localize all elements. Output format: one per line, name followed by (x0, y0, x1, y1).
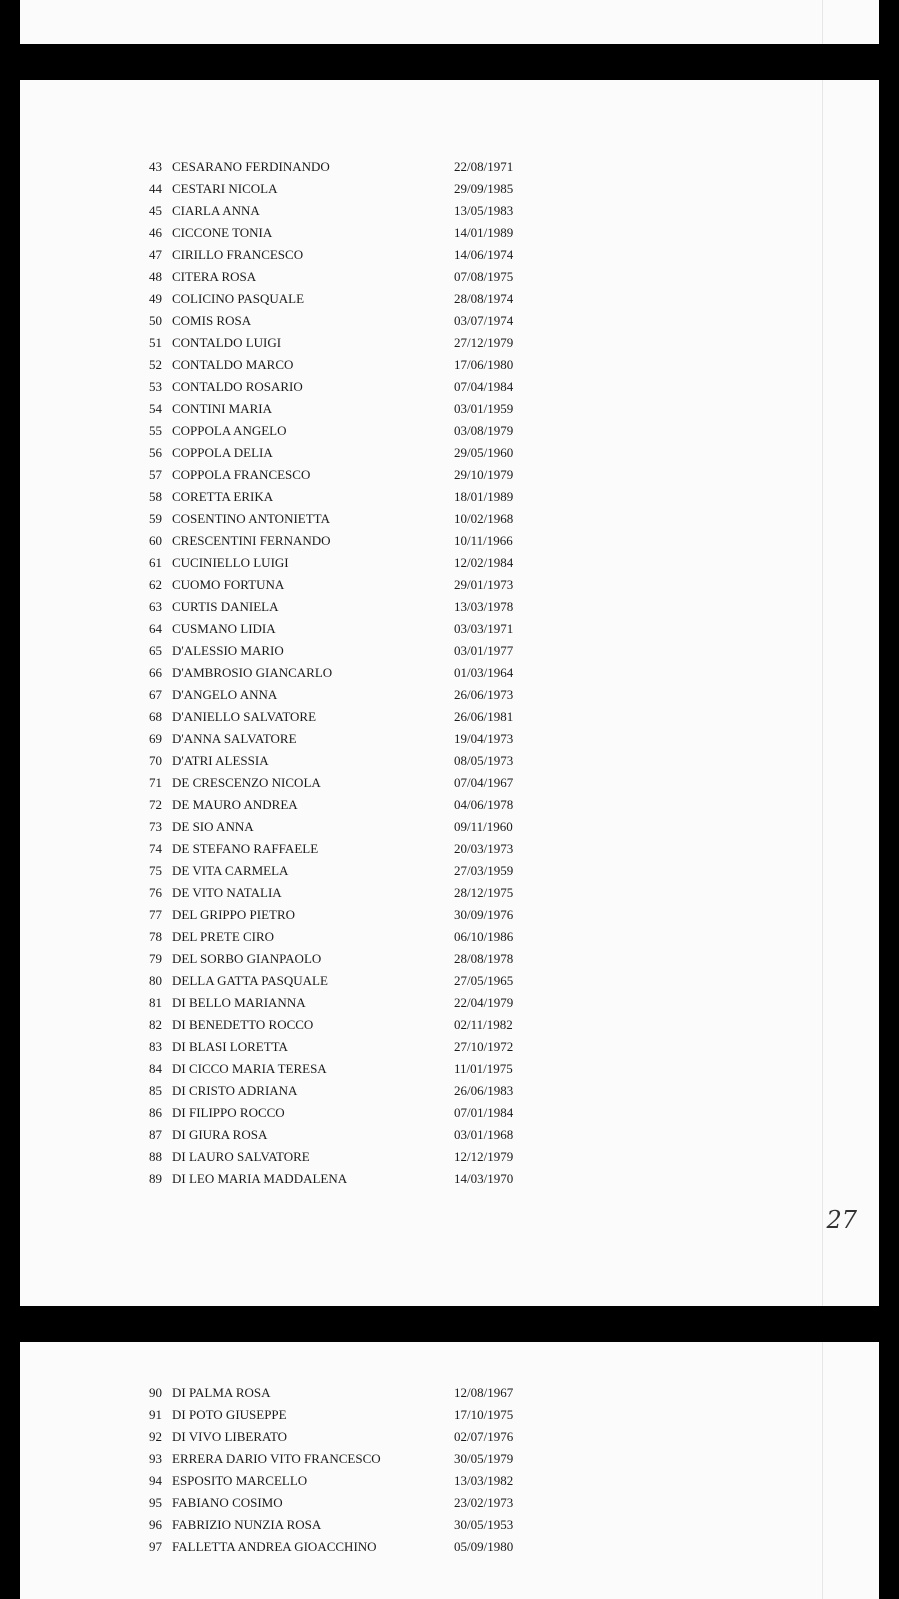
birth-date: 12/02/1984 (454, 555, 514, 570)
list-item (149, 970, 549, 992)
row-number: 75 (149, 863, 162, 878)
list-item (149, 574, 549, 596)
row-number: 69 (149, 731, 162, 746)
birth-date: 17/06/1980 (454, 357, 514, 372)
list-item (149, 794, 549, 816)
list-item (149, 772, 549, 794)
birth-date: 29/10/1979 (454, 467, 514, 482)
person-name: DI CICCO MARIA TERESA (172, 1061, 327, 1076)
row-number: 96 (149, 1517, 162, 1532)
birth-date: 12/08/1967 (454, 1385, 514, 1400)
person-name: CURTIS DANIELA (172, 599, 279, 614)
row-number: 43 (149, 159, 162, 174)
person-name: CESTARI NICOLA (172, 181, 278, 196)
list-item (149, 398, 549, 420)
person-name: CONTALDO MARCO (172, 357, 294, 372)
row-number: 64 (149, 621, 162, 636)
person-name: CICCONE TONIA (172, 225, 273, 240)
list-item (149, 596, 549, 618)
person-name: DI POTO GIUSEPPE (172, 1407, 287, 1422)
row-number: 71 (149, 775, 162, 790)
birth-date: 07/04/1984 (454, 379, 514, 394)
birth-date: 14/01/1989 (454, 225, 514, 240)
row-number: 62 (149, 577, 162, 592)
row-number: 85 (149, 1083, 162, 1098)
row-number: 76 (149, 885, 162, 900)
list-item (149, 420, 549, 442)
person-name: FABRIZIO NUNZIA ROSA (172, 1517, 322, 1532)
row-number: 89 (149, 1171, 162, 1186)
row-number: 77 (149, 907, 162, 922)
row-number: 68 (149, 709, 162, 724)
birth-date: 03/07/1974 (454, 313, 514, 328)
birth-date: 30/05/1979 (454, 1451, 514, 1466)
person-name: COPPOLA ANGELO (172, 423, 287, 438)
row-number: 45 (149, 203, 162, 218)
birth-date: 05/09/1980 (454, 1539, 514, 1554)
person-name: DI BELLO MARIANNA (172, 995, 306, 1010)
birth-date: 28/12/1975 (454, 885, 514, 900)
list-item (149, 860, 549, 882)
person-name: DI BENEDETTO ROCCO (172, 1017, 314, 1032)
birth-date: 06/10/1986 (454, 929, 514, 944)
person-name: COLICINO PASQUALE (172, 291, 305, 306)
person-name: CESARANO FERDINANDO (172, 159, 330, 174)
birth-date: 07/08/1975 (454, 269, 514, 284)
person-name: DE SIO ANNA (172, 819, 254, 834)
birth-date: 03/03/1971 (454, 621, 514, 636)
person-name: DI LAURO SALVATORE (172, 1149, 310, 1164)
person-name: CIARLA ANNA (172, 203, 260, 218)
birth-date: 28/08/1978 (454, 951, 514, 966)
person-name: DE VITA CARMELA (172, 863, 289, 878)
birth-date: 12/12/1979 (454, 1149, 514, 1164)
row-number: 44 (149, 181, 162, 196)
birth-date: 03/01/1968 (454, 1127, 514, 1142)
list-item (149, 1448, 549, 1470)
list-item (149, 552, 549, 574)
list-item (149, 1014, 549, 1036)
list-item (149, 926, 549, 948)
row-number: 58 (149, 489, 162, 504)
row-number: 65 (149, 643, 162, 658)
row-number: 74 (149, 841, 162, 856)
row-number: 57 (149, 467, 162, 482)
birth-date: 27/05/1965 (454, 973, 514, 988)
birth-date: 13/05/1983 (454, 203, 514, 218)
birth-date: 04/06/1978 (454, 797, 514, 812)
person-name: CUOMO FORTUNA (172, 577, 285, 592)
person-name: DE CRESCENZO NICOLA (172, 775, 321, 790)
person-name: DELLA GATTA PASQUALE (172, 973, 328, 988)
person-name: DE MAURO ANDREA (172, 797, 298, 812)
list-item (149, 662, 549, 684)
list-item (149, 640, 549, 662)
birth-date: 28/08/1974 (454, 291, 514, 306)
birth-date: 02/07/1976 (454, 1429, 514, 1444)
list-item (149, 156, 549, 178)
birth-date: 02/11/1982 (454, 1017, 513, 1032)
person-name: COPPOLA DELIA (172, 445, 273, 460)
list-item (149, 706, 549, 728)
document-page-next (20, 1342, 879, 1599)
list-item (149, 1124, 549, 1146)
birth-date: 30/09/1976 (454, 907, 514, 922)
birth-date: 26/06/1983 (454, 1083, 514, 1098)
person-name: CORETTA ERIKA (172, 489, 274, 504)
row-number: 60 (149, 533, 162, 548)
list-item (149, 948, 549, 970)
person-name: DI BLASI LORETTA (172, 1039, 288, 1054)
person-name: CUSMANO LIDIA (172, 621, 276, 636)
person-name: CONTALDO LUIGI (172, 335, 282, 350)
list-item (149, 1492, 549, 1514)
row-number: 95 (149, 1495, 162, 1510)
list-item (149, 464, 549, 486)
list-item (149, 508, 549, 530)
birth-date: 29/05/1960 (454, 445, 514, 460)
row-number: 90 (149, 1385, 162, 1400)
row-number: 87 (149, 1127, 162, 1142)
name-list-continued (149, 1382, 549, 1558)
row-number: 78 (149, 929, 162, 944)
row-number: 53 (149, 379, 162, 394)
birth-date: 14/06/1974 (454, 247, 514, 262)
person-name: DEL SORBO GIANPAOLO (172, 951, 322, 966)
person-name: D'ANNA SALVATORE (172, 731, 297, 746)
list-item (149, 1382, 549, 1404)
list-item (149, 310, 549, 332)
row-number: 47 (149, 247, 162, 262)
list-item (149, 816, 549, 838)
birth-date: 11/01/1975 (454, 1061, 513, 1076)
birth-date: 07/04/1967 (454, 775, 514, 790)
row-number: 56 (149, 445, 162, 460)
birth-date: 29/09/1985 (454, 181, 514, 196)
person-name: CONTALDO ROSARIO (172, 379, 303, 394)
birth-date: 22/04/1979 (454, 995, 514, 1010)
list-item (149, 222, 549, 244)
person-name: D'ALESSIO MARIO (172, 643, 284, 658)
list-item (149, 1102, 549, 1124)
person-name: DE VITO NATALIA (172, 885, 282, 900)
row-number: 63 (149, 599, 162, 614)
birth-date: 13/03/1978 (454, 599, 514, 614)
birth-date: 08/05/1973 (454, 753, 514, 768)
document-page-27 (20, 80, 879, 1306)
list-item (149, 486, 549, 508)
person-name: DE STEFANO RAFFAELE (172, 841, 319, 856)
list-item (149, 178, 549, 200)
row-number: 49 (149, 291, 162, 306)
birth-date: 10/11/1966 (454, 533, 513, 548)
birth-date: 22/08/1971 (454, 159, 514, 174)
person-name: CITERA ROSA (172, 269, 257, 284)
person-name: DEL GRIPPO PIETRO (172, 907, 296, 922)
list-item (149, 1080, 549, 1102)
row-number: 80 (149, 973, 162, 988)
person-name: FABIANO COSIMO (172, 1495, 283, 1510)
birth-date: 10/02/1968 (454, 511, 514, 526)
list-item (149, 1146, 549, 1168)
row-number: 61 (149, 555, 162, 570)
list-item (149, 376, 549, 398)
list-item (149, 1168, 549, 1190)
birth-date: 27/03/1959 (454, 863, 514, 878)
row-number: 81 (149, 995, 162, 1010)
list-item (149, 1404, 549, 1426)
row-number: 50 (149, 313, 162, 328)
row-number: 97 (149, 1539, 162, 1554)
handwritten-page-number: 27 (826, 1206, 857, 1234)
person-name: CIRILLO FRANCESCO (172, 247, 304, 262)
birth-date: 29/01/1973 (454, 577, 514, 592)
list-item (149, 904, 549, 926)
row-number: 92 (149, 1429, 162, 1444)
row-number: 66 (149, 665, 162, 680)
list-item (149, 882, 549, 904)
list-item (149, 332, 549, 354)
person-name: DI PALMA ROSA (172, 1385, 271, 1400)
birth-date: 27/10/1972 (454, 1039, 514, 1054)
person-name: D'ANGELO ANNA (172, 687, 278, 702)
row-number: 83 (149, 1039, 162, 1054)
list-item (149, 750, 549, 772)
birth-date: 17/10/1975 (454, 1407, 514, 1422)
birth-date: 13/03/1982 (454, 1473, 514, 1488)
list-item (149, 992, 549, 1014)
row-number: 59 (149, 511, 162, 526)
birth-date: 03/08/1979 (454, 423, 514, 438)
list-item (149, 1536, 549, 1558)
person-name: COSENTINO ANTONIETTA (172, 511, 330, 526)
row-number: 79 (149, 951, 162, 966)
row-number: 48 (149, 269, 162, 284)
row-number: 93 (149, 1451, 162, 1466)
row-number: 94 (149, 1473, 162, 1488)
birth-date: 03/01/1959 (454, 401, 514, 416)
birth-date: 20/03/1973 (454, 841, 514, 856)
person-name: COMIS ROSA (172, 313, 252, 328)
birth-date: 26/06/1981 (454, 709, 514, 724)
person-name: DI LEO MARIA MADDALENA (172, 1171, 348, 1186)
person-name: FALLETTA ANDREA GIOACCHINO (172, 1539, 377, 1554)
list-item (149, 354, 549, 376)
person-name: COPPOLA FRANCESCO (172, 467, 311, 482)
row-number: 73 (149, 819, 162, 834)
list-item (149, 1514, 549, 1536)
birth-date: 14/03/1970 (454, 1171, 514, 1186)
list-item (149, 1058, 549, 1080)
person-name: D'ATRI ALESSIA (172, 753, 269, 768)
person-name: CONTINI MARIA (172, 401, 273, 416)
birth-date: 03/01/1977 (454, 643, 514, 658)
row-number: 82 (149, 1017, 162, 1032)
birth-date: 18/01/1989 (454, 489, 514, 504)
row-number: 54 (149, 401, 162, 416)
birth-date: 01/03/1964 (454, 665, 514, 680)
birth-date: 23/02/1973 (454, 1495, 514, 1510)
birth-date: 27/12/1979 (454, 335, 514, 350)
person-name: ERRERA DARIO VITO FRANCESCO (172, 1451, 381, 1466)
list-item (149, 530, 549, 552)
row-number: 86 (149, 1105, 162, 1120)
person-name: CRESCENTINI FERNANDO (172, 533, 331, 548)
row-number: 55 (149, 423, 162, 438)
person-name: DI VIVO LIBERATO (172, 1429, 288, 1444)
list-item (149, 618, 549, 640)
previous-page-fragment (20, 0, 879, 44)
list-item (149, 728, 549, 750)
name-list (149, 156, 549, 1190)
person-name: DI GIURA ROSA (172, 1127, 268, 1142)
person-name: D'AMBROSIO GIANCARLO (172, 665, 333, 680)
row-number: 70 (149, 753, 162, 768)
list-item (149, 200, 549, 222)
row-number: 72 (149, 797, 162, 812)
list-item (149, 442, 549, 464)
person-name: ESPOSITO MARCELLO (172, 1473, 308, 1488)
row-number: 91 (149, 1407, 162, 1422)
list-item (149, 684, 549, 706)
row-number: 51 (149, 335, 162, 350)
birth-date: 19/04/1973 (454, 731, 514, 746)
list-item (149, 1470, 549, 1492)
person-name: DEL PRETE CIRO (172, 929, 275, 944)
birth-date: 30/05/1953 (454, 1517, 514, 1532)
list-item (149, 288, 549, 310)
row-number: 46 (149, 225, 162, 240)
person-name: CUCINIELLO LUIGI (172, 555, 289, 570)
list-item (149, 244, 549, 266)
person-name: D'ANIELLO SALVATORE (172, 709, 317, 724)
row-number: 88 (149, 1149, 162, 1164)
birth-date: 07/01/1984 (454, 1105, 514, 1120)
row-number: 67 (149, 687, 162, 702)
list-item (149, 266, 549, 288)
list-item (149, 1426, 549, 1448)
birth-date: 26/06/1973 (454, 687, 514, 702)
row-number: 84 (149, 1061, 162, 1076)
list-item (149, 1036, 549, 1058)
person-name: DI CRISTO ADRIANA (172, 1083, 298, 1098)
person-name: DI FILIPPO ROCCO (172, 1105, 285, 1120)
list-item (149, 838, 549, 860)
birth-date: 09/11/1960 (454, 819, 513, 834)
row-number: 52 (149, 357, 162, 372)
